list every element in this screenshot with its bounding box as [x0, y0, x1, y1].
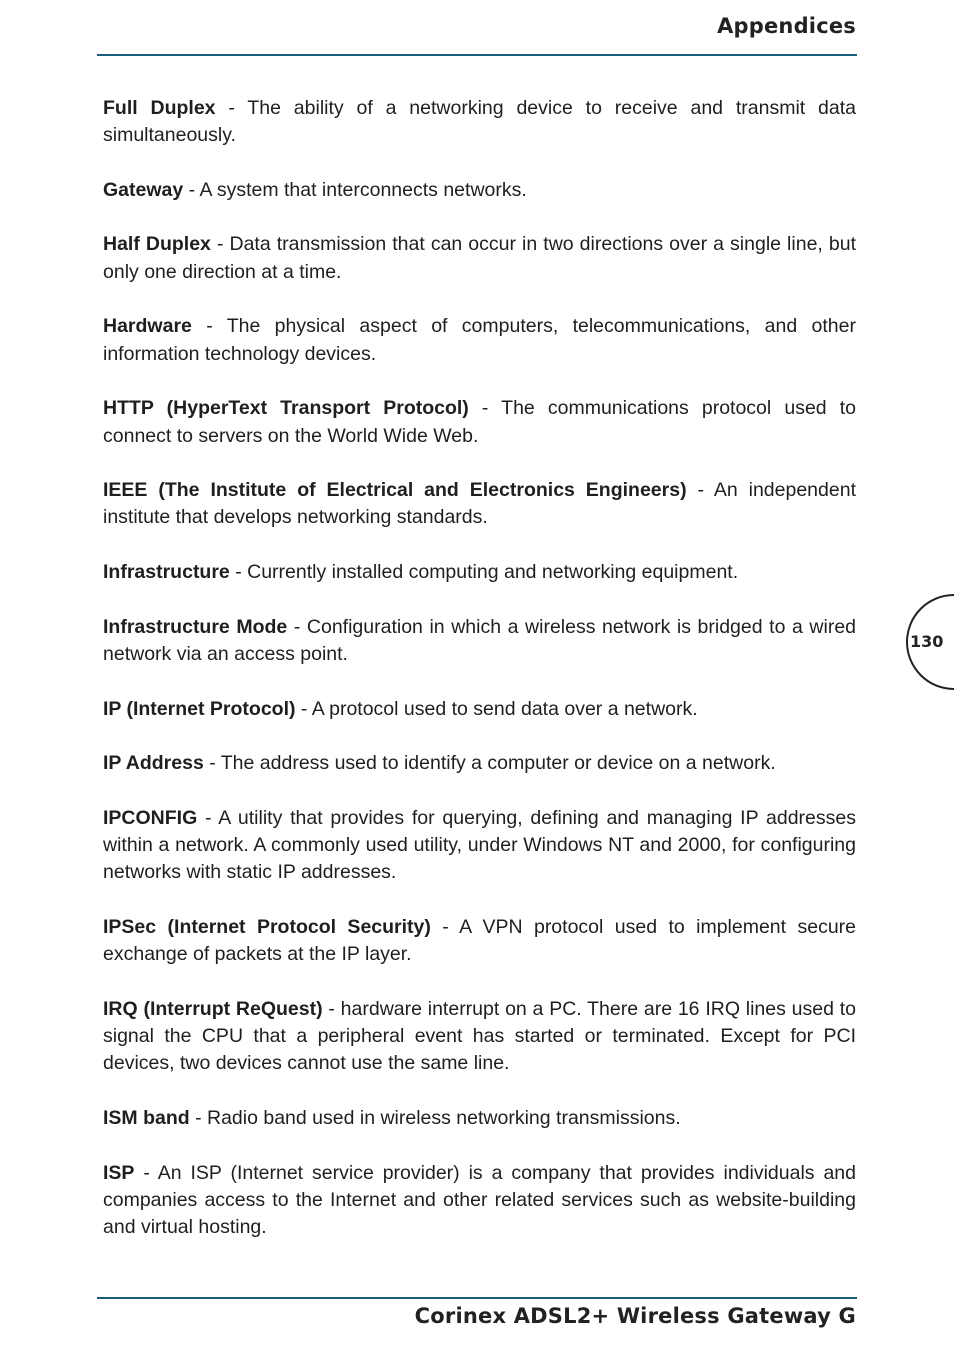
- glossary-definition: - The physical aspect of computers, telecommunications, and other information technology devices.: [103, 315, 856, 365]
- glossary-term: IP Address: [103, 752, 204, 775]
- glossary-term: IPCONFIG: [103, 806, 198, 829]
- page-header-title: Appendices: [717, 14, 856, 38]
- glossary-entry: [103, 996, 856, 1078]
- glossary-entry: [103, 750, 856, 777]
- glossary-term: IRQ (Interrupt ReQuest): [103, 997, 323, 1020]
- glossary-definition: - A protocol used to send data over a network.: [295, 697, 698, 720]
- glossary-term: IEEE (The Institute of Electrical and Electronics Engineers): [103, 479, 687, 502]
- glossary-term: Half Duplex: [103, 233, 211, 256]
- glossary-definition: - The address used to identify a computer or device on a network.: [203, 752, 776, 775]
- glossary-definition: - Data transmission that can occur in two directions over a single line, but only one direction at a time.: [103, 233, 856, 283]
- glossary-entry: [103, 914, 856, 969]
- glossary-definition: - hardware interrupt on a PC. There are 16 IRQ lines used to signal the CPU that a peripheral event has started or terminated. Except for PCI devices, two devices cannot use the same line.: [103, 997, 857, 1075]
- glossary-definition: - An ISP (Internet service provider) is a company that provides individuals and companies access to the Internet and other related services such as website-building and virtual hosting.: [103, 1161, 856, 1239]
- glossary-entry: [103, 614, 856, 669]
- page-footer-title: Corinex ADSL2+ Wireless Gateway G: [414, 1304, 856, 1328]
- header-divider: [97, 54, 857, 56]
- glossary-term: Gateway: [103, 178, 184, 201]
- glossary-entry: [103, 1160, 856, 1242]
- glossary-term: Infrastructure Mode: [103, 615, 288, 638]
- glossary-list: [103, 95, 856, 1269]
- glossary-term: ISM band: [103, 1106, 190, 1129]
- glossary-entry: [103, 1105, 856, 1132]
- glossary-entry: [103, 805, 856, 887]
- glossary-entry: [103, 313, 856, 368]
- glossary-entry: [103, 177, 856, 204]
- glossary-definition: - Configuration in which a wireless network is bridged to a wired network via an access point.: [103, 615, 857, 665]
- glossary-entry: [103, 696, 856, 723]
- glossary-term: Infrastructure: [103, 561, 230, 584]
- glossary-term: Full Duplex: [103, 97, 216, 119]
- glossary-entry: [103, 477, 856, 532]
- glossary-definition: - Currently installed computing and networking equipment.: [229, 561, 739, 584]
- glossary-entry: [103, 559, 856, 586]
- glossary-definition: - A VPN protocol used to implement secure exchange of packets at the IP layer.: [103, 915, 857, 966]
- glossary-definition: - A system that interconnects networks.: [183, 178, 527, 201]
- glossary-entry: [103, 231, 856, 286]
- glossary-definition: - An independent institute that develops networking standards.: [103, 479, 856, 529]
- glossary-definition: - The communications protocol used to connect to servers on the World Wide Web.: [103, 397, 856, 447]
- glossary-term: IPSec (Internet Protocol Security): [103, 915, 431, 938]
- glossary-term: IP (Internet Protocol): [103, 697, 296, 720]
- glossary-definition: - A utility that provides for querying, defining and managing IP addresses within a network. A commonly used utility, under Windows NT and 2000, for configuring networks with static IP addresses.: [103, 806, 856, 884]
- glossary-term: HTTP (HyperText Transport Protocol): [103, 397, 469, 420]
- glossary-entry: [103, 95, 856, 150]
- glossary-entry: [103, 395, 856, 450]
- glossary-term: ISP: [103, 1161, 135, 1184]
- glossary-definition: - Radio band used in wireless networking transmissions.: [189, 1106, 681, 1129]
- glossary-term: Hardware: [103, 315, 192, 338]
- footer-divider: [97, 1297, 857, 1299]
- glossary-definition: - The ability of a networking device to receive and transmit data simultaneously.: [103, 97, 857, 147]
- page-number: 130: [910, 632, 944, 651]
